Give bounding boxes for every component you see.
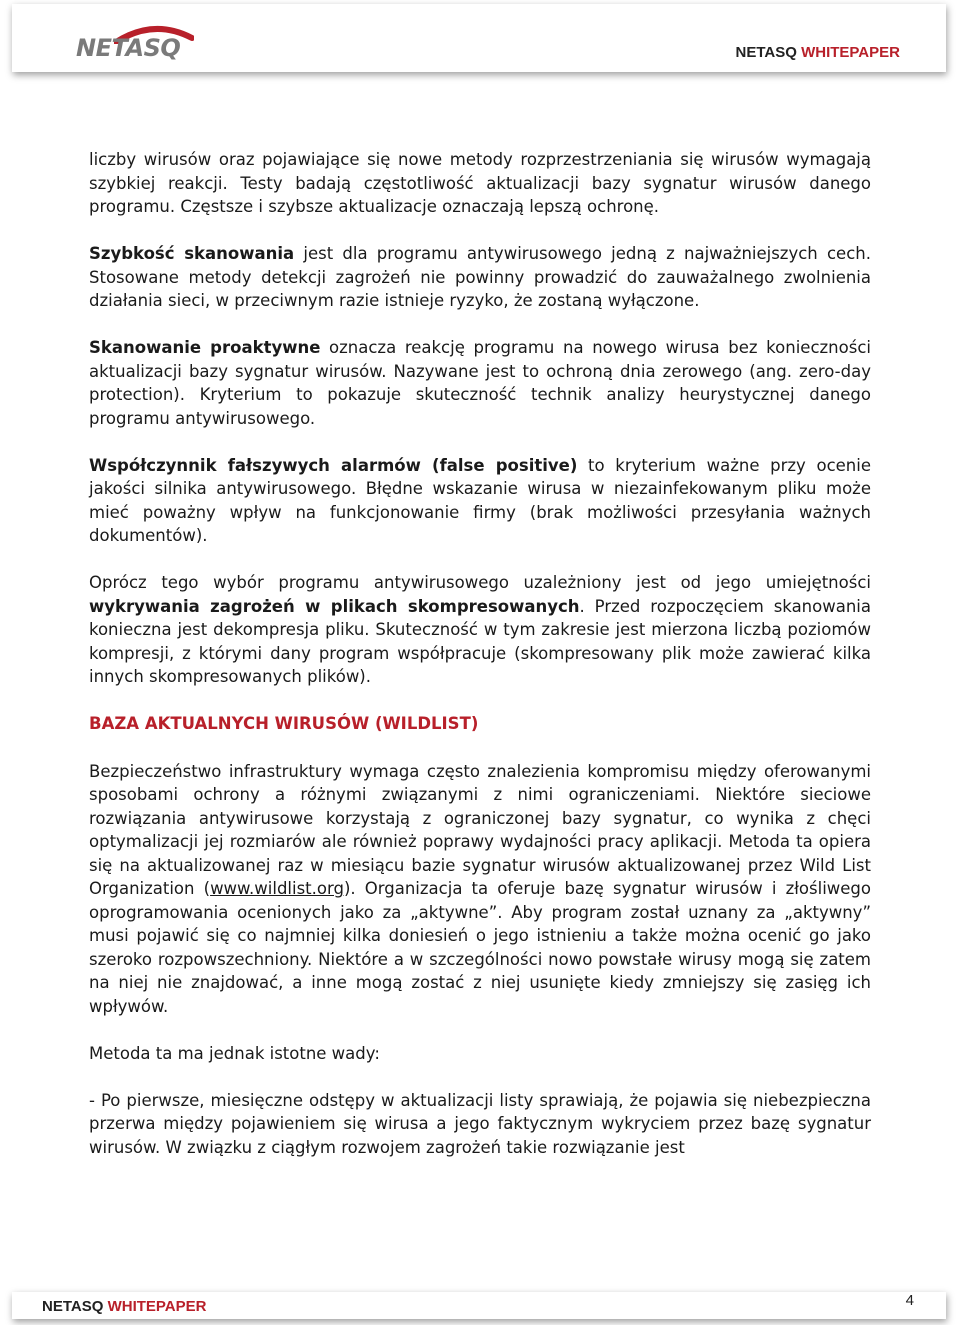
term-proactive-scan: Skanowanie proaktywne: [89, 338, 321, 357]
footer-title-brand: NETASQ: [42, 1298, 104, 1315]
header-title: [736, 44, 900, 61]
paragraph-6-part-1: Bezpieczeństwo infrastruktury wymaga często znalezienia kompromisu między oferowanymi sposobami ochrony a różnymi związanymi z nimi ograniczeniami. Niektóre sieciowe rozwiązania antywirusowe korzystają z ograniczonej bazy sygnatur, co wynika z chęci optymalizacji jej rozmiarów ale również poprawy wydajności pracy aplikacji. Metoda ta opiera się na aktualizowanej raz w miesiącu bazie sygnatur wirusów aktualizowanej przez Wild List Organization (: [89, 761, 871, 898]
paragraph-1: liczby wirusów oraz pojawiające się nowe metody rozprzestrzeniania się wirusów wymagają szybkiej reakcji. Testy badają częstotliwość aktualizacji bazy sygnatur wirusów danego programu. Częstsze i szybsze aktualizacje oznaczają lepszą ochronę.: [89, 150, 871, 216]
term-compressed-files: wykrywania zagrożeń w plikach skompresowanych: [89, 596, 580, 616]
paragraph-2: [89, 242, 871, 313]
footer-title: [42, 1298, 206, 1315]
paragraph-7: Metoda ta ma jednak istotne wady:: [89, 1043, 380, 1063]
wildlist-link[interactable]: www.wildlist.org: [210, 879, 344, 898]
page-header: [12, 4, 946, 72]
header-title-accent: WHITEPAPER: [801, 44, 900, 61]
paragraph-5: [89, 571, 871, 689]
page-footer: [12, 1292, 946, 1319]
paragraph-8: - Po pierwsze, miesięczne odstępy w aktualizacji listy sprawiają, że pojawia się niebezpieczna przerwa między pojawieniem się wirusa a jego faktycznym wykryciem przez bazę sygnatur wirusów. W związku z ciągłym rozwojem zagrożeń takie rozwiązanie jest: [89, 1090, 871, 1157]
page-number: 4: [905, 1292, 914, 1309]
logo-text: NETASQ: [76, 34, 181, 62]
term-false-positive: Współczynnik fałszywych alarmów (false positive): [89, 455, 578, 475]
paragraph-6-part-2: ). Organizacja ta oferuje bazę sygnatur wirusów i złośliwego oprogramowania ocenionych jako za „aktywne”. Aby program został uznany za „aktywny” musi pojawić się co najmniej kilka doniesień o jego istnieniu a także można ocenić go jako szeroko rozpowszechniony. Niektóre a w szczególności nowo powstałe wirusy mogą się zatem na niej nie znajdować, a inne mogą zostać z niej usunięte kiedy zmniejszy się zasięg ich wpływów.: [89, 879, 871, 1016]
paragraph-4-text: to kryterium ważne przy ocenie jakości silnika antywirusowego. Błędne wskazanie wirusa w niezainfekowanym pliku może mieć poważny wpływ na funkcjonowanie firmy (brak możliwości przesyłania ważnych dokumentów).: [89, 455, 871, 545]
paragraph-5-text: . Przed rozpoczęciem skanowania konieczna jest dekompresja pliku. Skuteczność w tym zakresie jest mierzona liczbą poziomów kompresji, z którymi dany program współpracuje (skompresowany plik może zawierać kilka innych skompresowanych plików).: [89, 596, 871, 686]
netasq-logo: [76, 24, 196, 68]
paragraph-3-text: oznacza reakcję programu na nowego wirusa bez konieczności aktualizacji bazy sygnatur wirusów. Nazywane jest to ochroną dnia zerowego (ang. zero-day protection). Kryterium to pokazuje skuteczność technik analizy heurystycznej danego programu antywirusowego.: [89, 338, 871, 428]
paragraph-4: [89, 454, 871, 548]
paragraph-5-intro: Oprócz tego wybór programu antywirusowego uzależniony jest od jego umiejętności: [89, 573, 871, 592]
paragraph-6: [89, 760, 871, 1019]
paragraph-2-text: jest dla programu antywirusowego jedną z najważniejszych cech. Stosowane metody detekcji zagrożeń nie powinny prowadzić do zauważalnego zwolnienia działania sieci, w przeciwnym razie istnieje ryzyko, że zostaną wyłączone.: [89, 244, 871, 310]
section-heading: BAZA AKTUALNYCH WIRUSÓW (WILDLIST): [89, 714, 479, 733]
paragraph-3: [89, 336, 871, 430]
document-body: [89, 148, 871, 1183]
header-title-brand: NETASQ: [735, 44, 797, 61]
footer-title-accent: WHITEPAPER: [107, 1298, 207, 1315]
term-scan-speed: Szybkość skanowania: [89, 244, 295, 263]
